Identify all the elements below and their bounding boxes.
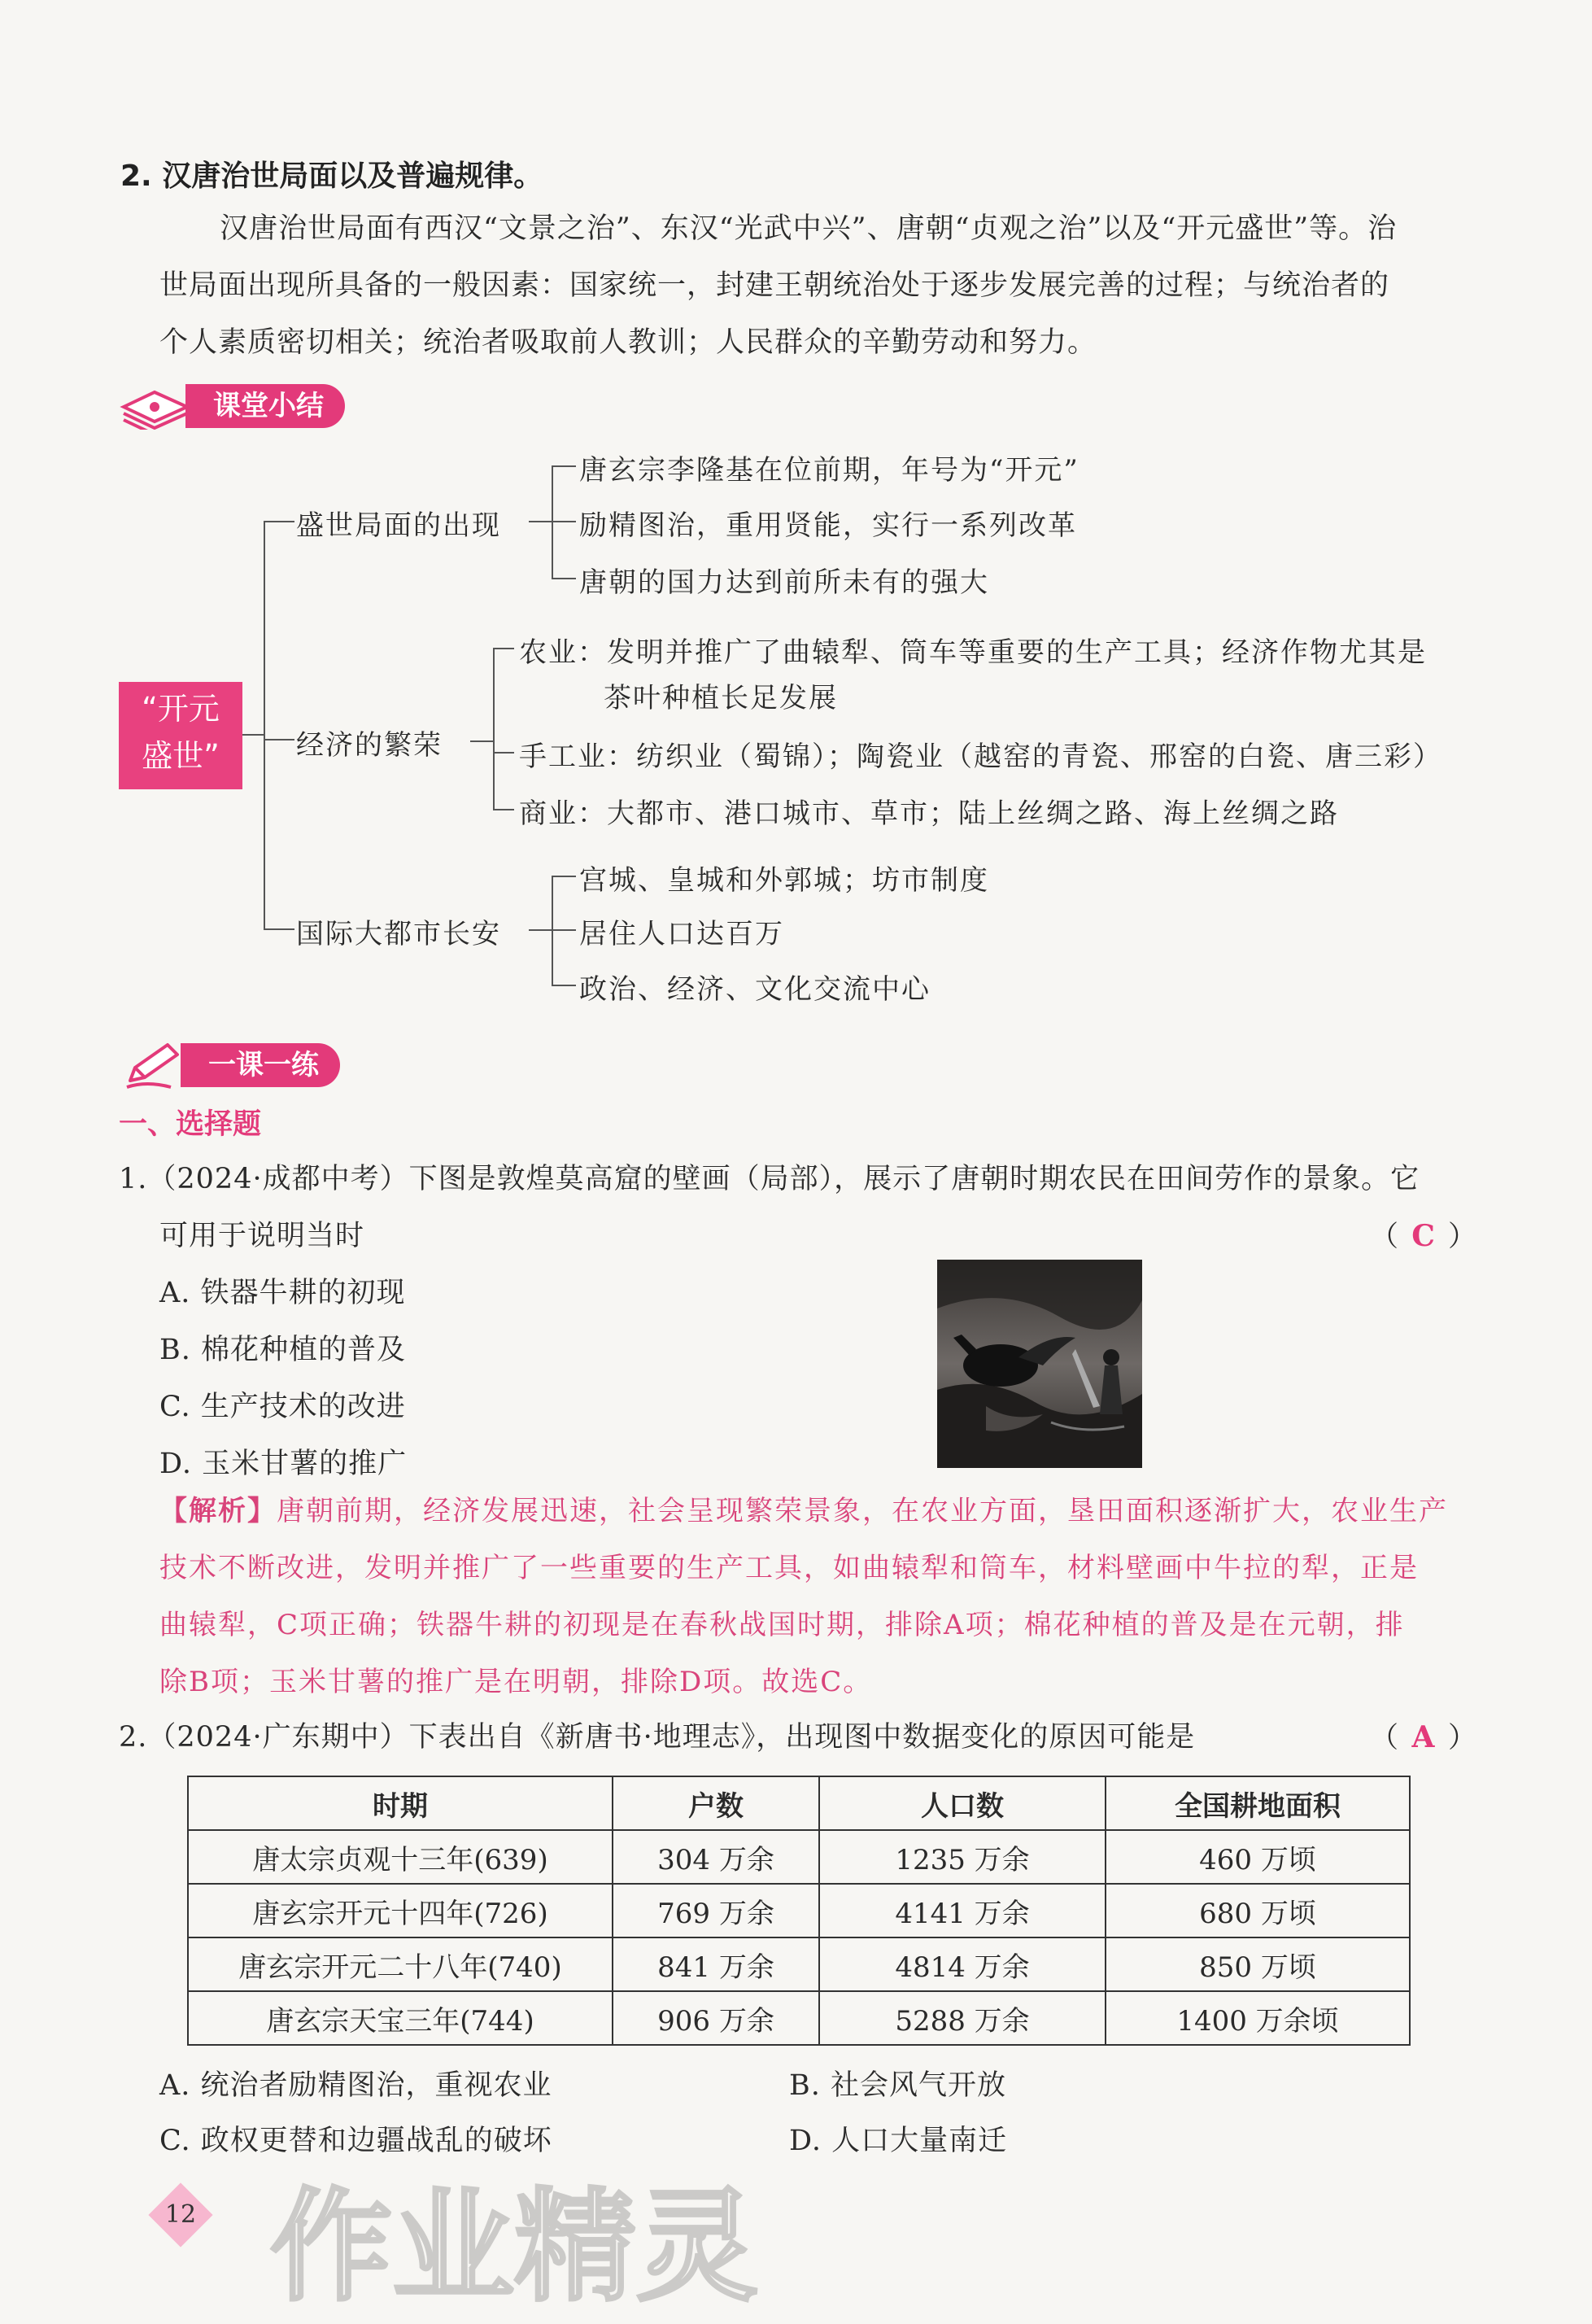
q1-stem-line-2: 可用于说明当时 [159, 1220, 365, 1252]
connector [552, 465, 553, 579]
table-header-row [188, 1776, 1410, 1830]
q1-option-d: D. 玉米甘薯的推广 [159, 1448, 408, 1480]
branch-1-item-2: 励精图治，重用贤能，实行一系列改革 [579, 509, 1077, 542]
table-header: 全国耕地面积 [1106, 1776, 1410, 1830]
q2-answer-paren: （ A ） [1370, 1709, 1477, 1767]
connector [552, 521, 576, 522]
connector [552, 578, 576, 579]
q1-option-c: C. 生产技术的改进 [159, 1391, 406, 1423]
branch-3-item-2: 居住人口达百万 [579, 918, 784, 950]
mindmap-root [119, 682, 242, 789]
practice-badge [122, 1042, 340, 1089]
branch-2-item-3: 商业：大都市、港口城市、草市；陆上丝绸之路、海上丝绸之路 [519, 797, 1339, 830]
table-cell: 680 万顷 [1106, 1884, 1410, 1937]
branch-3-item-1: 宫城、皇城和外郭城；坊市制度 [579, 864, 989, 897]
q1-stem-line-1: 1.（2024·成都中考）下图是敦煌莫高窟的壁画（局部），展示了唐朝时期农民在田间劳作的景象。它 [119, 1163, 1420, 1195]
connector [493, 648, 495, 809]
table-cell: 1235 万余 [819, 1830, 1106, 1884]
mural-image [937, 1260, 1142, 1468]
branch-2-item-1: 农业：发明并推广了曲辕犁、筒车等重要的生产工具；经济作物尤其是 [519, 636, 1427, 669]
book-stack-icon [119, 382, 192, 430]
q2-option-c: C. 政权更替和边疆战乱的破坏 [159, 2125, 552, 2157]
connector [552, 465, 576, 467]
table-cell: 4141 万余 [819, 1884, 1106, 1937]
q1-answer-paren: （ C ） [1370, 1208, 1477, 1265]
table-cell: 906 万余 [613, 1991, 819, 2045]
table-cell: 304 万余 [613, 1830, 819, 1884]
branch-3-label: 国际大都市长安 [296, 918, 501, 950]
table-cell: 5288 万余 [819, 1991, 1106, 2045]
choice-heading: 一、选择题 [119, 1108, 262, 1141]
table-header: 人口数 [819, 1776, 1106, 1830]
q1-option-a: A. 铁器牛耕的初现 [159, 1277, 406, 1309]
table-cell: 460 万顷 [1106, 1830, 1410, 1884]
table-cell: 1400 万余顷 [1106, 1991, 1410, 2045]
paragraph-line-1: 汉唐治世局面有西汉“文景之治”、东汉“光武中兴”、唐朝“贞观之治”以及“开元盛世”等。治 [220, 212, 1398, 245]
table-cell: 850 万顷 [1106, 1937, 1410, 1991]
branch-1-label: 盛世局面的出现 [296, 509, 501, 542]
q1-answer: C [1411, 1219, 1436, 1253]
connector [493, 648, 514, 649]
q2-stem: 2.（2024·广东期中）下表出自《新唐书·地理志》，出现图中数据变化的原因可能是 [119, 1721, 1196, 1754]
connector [493, 752, 514, 754]
connector [493, 809, 514, 810]
summary-badge-label: 课堂小结 [185, 384, 345, 428]
table-cell: 841 万余 [613, 1937, 819, 1991]
connector [529, 521, 552, 522]
mindmap-root-line-1: “开元 [142, 691, 220, 727]
connector [264, 928, 294, 930]
table-cell: 唐玄宗开元十四年(726) [188, 1884, 613, 1937]
branch-1-item-1: 唐玄宗李隆基在位前期，年号为“开元” [579, 454, 1080, 487]
connector [552, 985, 576, 986]
table-row [188, 1884, 1410, 1937]
section-title: 2. 汉唐治世局面以及普遍规律。 [120, 159, 543, 193]
branch-2-item-2: 手工业：纺织业（蜀锦）；陶瓷业（越窑的青瓷、邢窑的白瓷、唐三彩） [519, 740, 1442, 773]
connector [552, 876, 553, 986]
analysis-tag: 【解析】 [159, 1495, 277, 1527]
q2-option-a: A. 统治者励精图治，重视农业 [159, 2069, 552, 2102]
connector [552, 876, 576, 877]
watermark: 作业精灵 [270, 2177, 759, 2318]
data-table [187, 1776, 1411, 2046]
table-row [188, 1991, 1410, 2045]
branch-2-label: 经济的繁荣 [296, 729, 443, 762]
practice-badge-label: 一课一练 [181, 1043, 340, 1087]
paragraph-line-3: 个人素质密切相关；统治者吸取前人教训；人民群众的辛勤劳动和努力。 [159, 326, 1097, 359]
connector [264, 521, 265, 929]
q2-option-b: B. 社会风气开放 [789, 2069, 1006, 2102]
table-cell: 唐玄宗天宝三年(744) [188, 1991, 613, 2045]
analysis-line-2: 技术不断改进，发明并推广了一些重要的生产工具，如曲辕犁和筒车，材料壁画中牛拉的犁，正是 [159, 1552, 1419, 1584]
mindmap-root-line-2: 盛世” [142, 738, 220, 774]
q1-option-b: B. 棉花种植的普及 [159, 1334, 406, 1366]
table-header: 时期 [188, 1776, 613, 1830]
q2-answer: A [1411, 1720, 1436, 1754]
table-header: 户数 [613, 1776, 819, 1830]
connector [552, 929, 576, 931]
summary-badge [119, 382, 345, 430]
paragraph-line-2: 世局面出现所具备的一般因素：国家统一，封建王朝统治处于逐步发展完善的过程；与统治者的 [159, 269, 1390, 302]
table-row [188, 1937, 1410, 1991]
analysis-line-1: 【解析】唐朝前期，经济发展迅速，社会呈现繁荣景象，在农业方面，垦田面积逐渐扩大，农业生产 [159, 1495, 1448, 1527]
connector [529, 929, 552, 931]
table-row [188, 1830, 1410, 1884]
analysis-line-3: 曲辕犁，C项正确；铁器牛耕的初现是在春秋战国时期，排除A项；棉花种植的普及是在元朝，排 [159, 1609, 1405, 1641]
connector [264, 739, 294, 740]
page-number-badge [146, 2181, 215, 2249]
connector [242, 734, 264, 736]
table-cell: 769 万余 [613, 1884, 819, 1937]
q2-option-d: D. 人口大量南迁 [789, 2125, 1008, 2157]
page-number: 12 [164, 2200, 197, 2229]
connector [264, 521, 294, 522]
branch-3-item-3: 政治、经济、文化交流中心 [579, 973, 931, 1006]
analysis-line-4: 除B项；玉米甘薯的推广是在明朝，排除D项。故选C。 [159, 1666, 873, 1698]
connector [470, 740, 493, 742]
pencil-icon [122, 1040, 187, 1090]
table-cell: 4814 万余 [819, 1937, 1106, 1991]
table-cell: 唐玄宗开元二十八年(740) [188, 1937, 613, 1991]
table-cell: 唐太宗贞观十三年(639) [188, 1830, 613, 1884]
branch-2-item-1-cont: 茶叶种植长足发展 [604, 682, 838, 714]
branch-1-item-3: 唐朝的国力达到前所未有的强大 [579, 566, 989, 599]
